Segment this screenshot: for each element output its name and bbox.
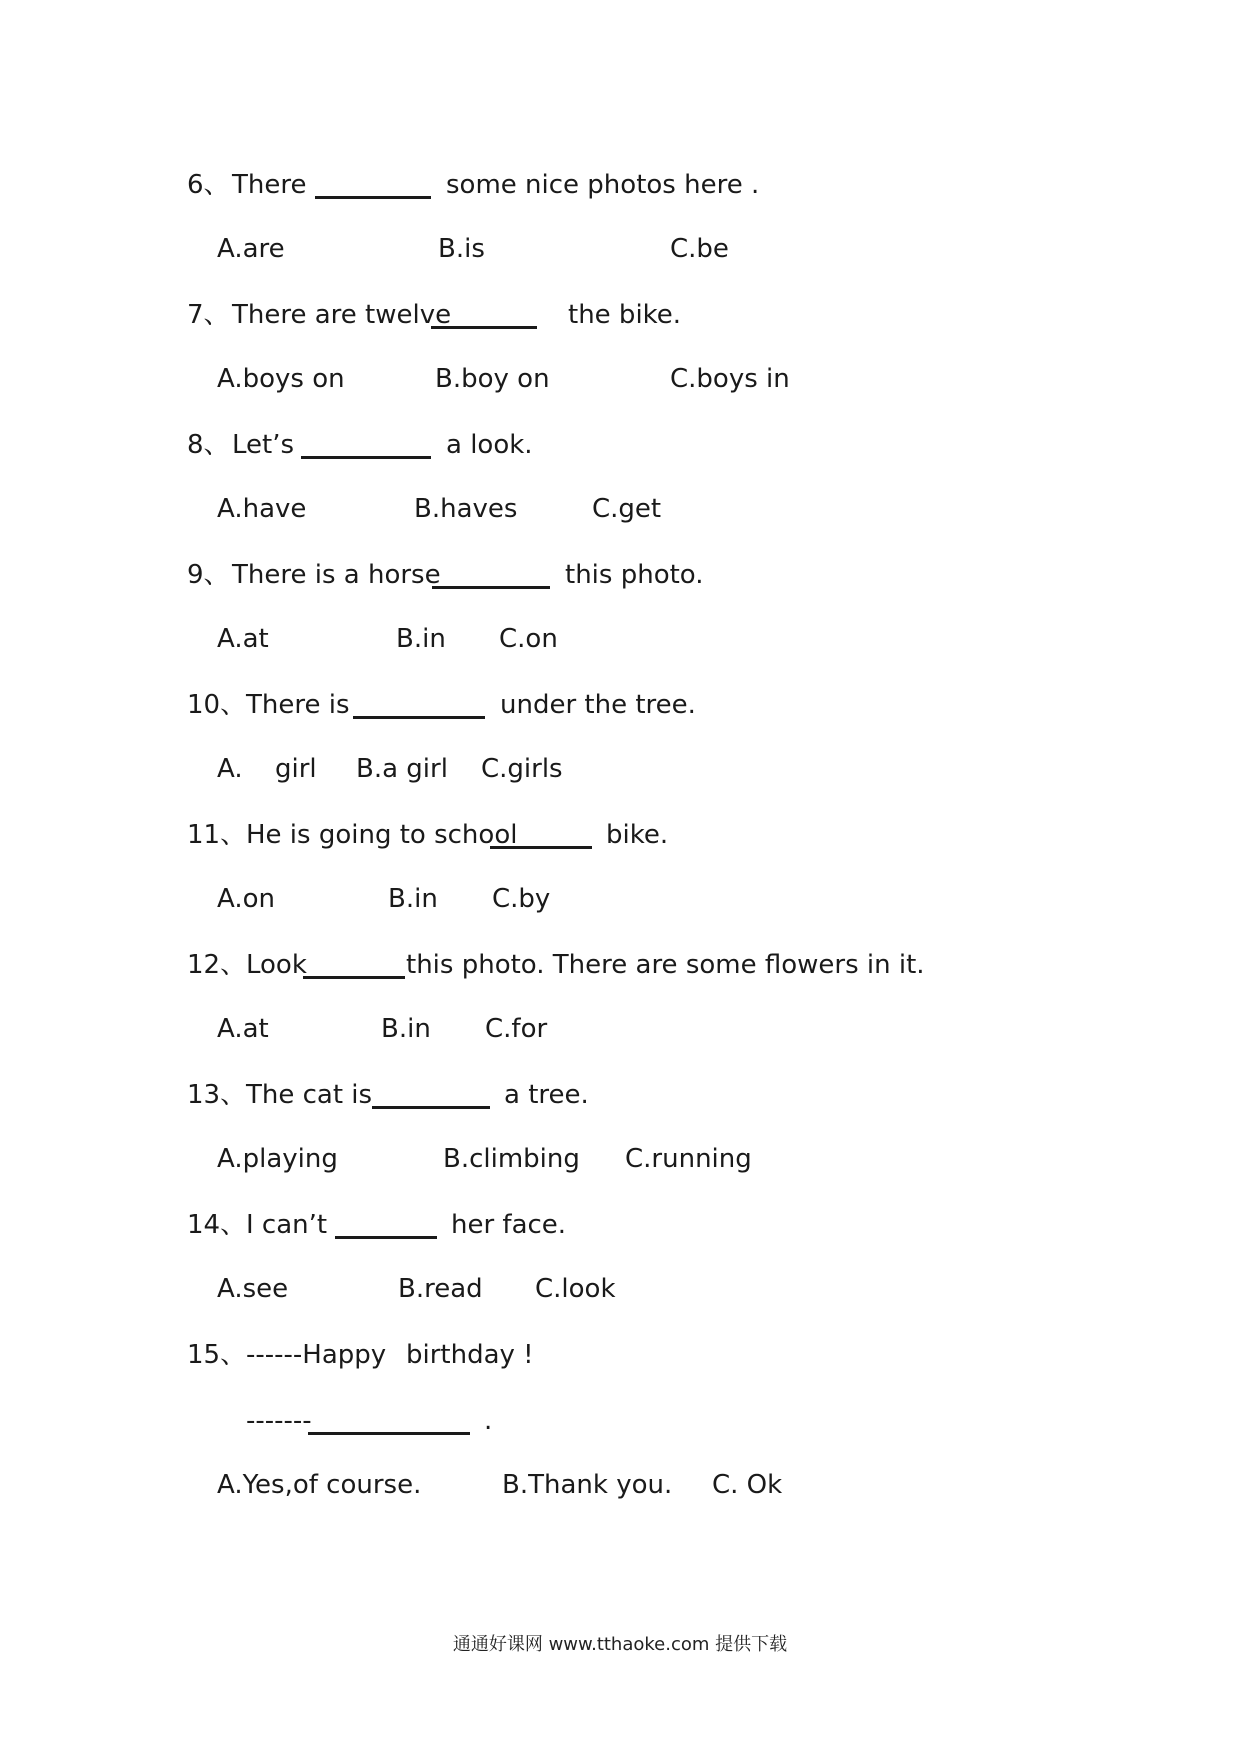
option-b[interactable]: B.Thank you. <box>502 1470 673 1500</box>
question-number: 11、 <box>187 820 247 850</box>
option-a-text: girl <box>275 754 317 784</box>
answer-blank[interactable] <box>308 1432 470 1435</box>
answer-blank[interactable] <box>303 976 405 979</box>
question-text: some nice photos here . <box>446 170 760 200</box>
option-b[interactable]: B.in <box>381 1014 431 1044</box>
option-c[interactable]: C.get <box>592 494 662 524</box>
reply-prefix: ------- <box>246 1406 312 1436</box>
option-c[interactable]: C.for <box>485 1014 548 1044</box>
option-b[interactable]: B.haves <box>414 494 518 524</box>
question-text: birthday ! <box>406 1340 534 1370</box>
option-a[interactable]: A.at <box>217 624 269 654</box>
question-number: 8、 <box>187 430 230 460</box>
option-b[interactable]: B.climbing <box>443 1144 580 1174</box>
question-text: Look <box>246 950 307 980</box>
option-c[interactable]: C.look <box>535 1274 616 1304</box>
question-text: this photo. <box>565 560 704 590</box>
reply-end: . <box>484 1406 493 1436</box>
option-a[interactable]: A.on <box>217 884 275 914</box>
option-b[interactable]: B.is <box>438 234 485 264</box>
question-text: I can’t <box>246 1210 328 1240</box>
option-c[interactable]: C.be <box>670 234 729 264</box>
question-text: ------Happy <box>246 1340 387 1370</box>
answer-blank[interactable] <box>301 456 431 459</box>
answer-blank[interactable] <box>432 586 550 589</box>
option-c[interactable]: C.running <box>625 1144 752 1174</box>
question-text: The cat is <box>246 1080 373 1110</box>
option-a[interactable]: A.boys on <box>217 364 345 394</box>
question-text: bike. <box>606 820 669 850</box>
option-a[interactable]: A.at <box>217 1014 269 1044</box>
option-b[interactable]: B.in <box>396 624 446 654</box>
question-number: 9、 <box>187 560 230 590</box>
question-text: this photo. There are some flowers in it. <box>406 950 925 980</box>
question-number: 13、 <box>187 1080 247 1110</box>
question-text: There <box>232 170 307 200</box>
question-text: He is going to school <box>246 820 518 850</box>
question-text: There is a horse <box>232 560 441 590</box>
option-c[interactable]: C.girls <box>481 754 563 784</box>
question-number: 10、 <box>187 690 247 720</box>
answer-blank[interactable] <box>315 196 431 199</box>
option-a[interactable]: A.see <box>217 1274 289 1304</box>
question-text: the bike. <box>568 300 682 330</box>
question-text: a tree. <box>504 1080 589 1110</box>
option-b[interactable]: B.in <box>388 884 438 914</box>
question-text: Let’s <box>232 430 295 460</box>
answer-blank[interactable] <box>335 1236 437 1239</box>
option-c[interactable]: C.by <box>492 884 551 914</box>
question-number: 15、 <box>187 1340 247 1370</box>
option-a[interactable]: A.are <box>217 234 285 264</box>
option-c[interactable]: C. Ok <box>712 1470 783 1500</box>
question-text: a look. <box>446 430 533 460</box>
option-b[interactable]: B.a girl <box>356 754 448 784</box>
answer-blank[interactable] <box>490 846 592 849</box>
question-number: 12、 <box>187 950 247 980</box>
option-a[interactable]: A.have <box>217 494 307 524</box>
option-a[interactable]: A.playing <box>217 1144 338 1174</box>
question-text: her face. <box>451 1210 567 1240</box>
question-number: 14、 <box>187 1210 247 1240</box>
answer-blank[interactable] <box>353 716 485 719</box>
page-footer: 通通好课网 www.tthaoke.com 提供下载 <box>452 1634 788 1655</box>
option-b[interactable]: B.read <box>398 1274 483 1304</box>
option-b[interactable]: B.boy on <box>435 364 550 394</box>
option-a[interactable]: A.Yes,of course. <box>217 1470 422 1500</box>
question-text: There are twelve <box>232 300 452 330</box>
question-number: 7、 <box>187 300 230 330</box>
answer-blank[interactable] <box>431 326 537 329</box>
option-c[interactable]: C.boys in <box>670 364 790 394</box>
answer-blank[interactable] <box>372 1106 490 1109</box>
option-a-letter: A. <box>217 754 243 784</box>
option-c[interactable]: C.on <box>499 624 558 654</box>
option-a[interactable] <box>217 754 243 784</box>
question-text: There is <box>246 690 350 720</box>
question-text: under the tree. <box>500 690 696 720</box>
question-number: 6、 <box>187 170 230 200</box>
